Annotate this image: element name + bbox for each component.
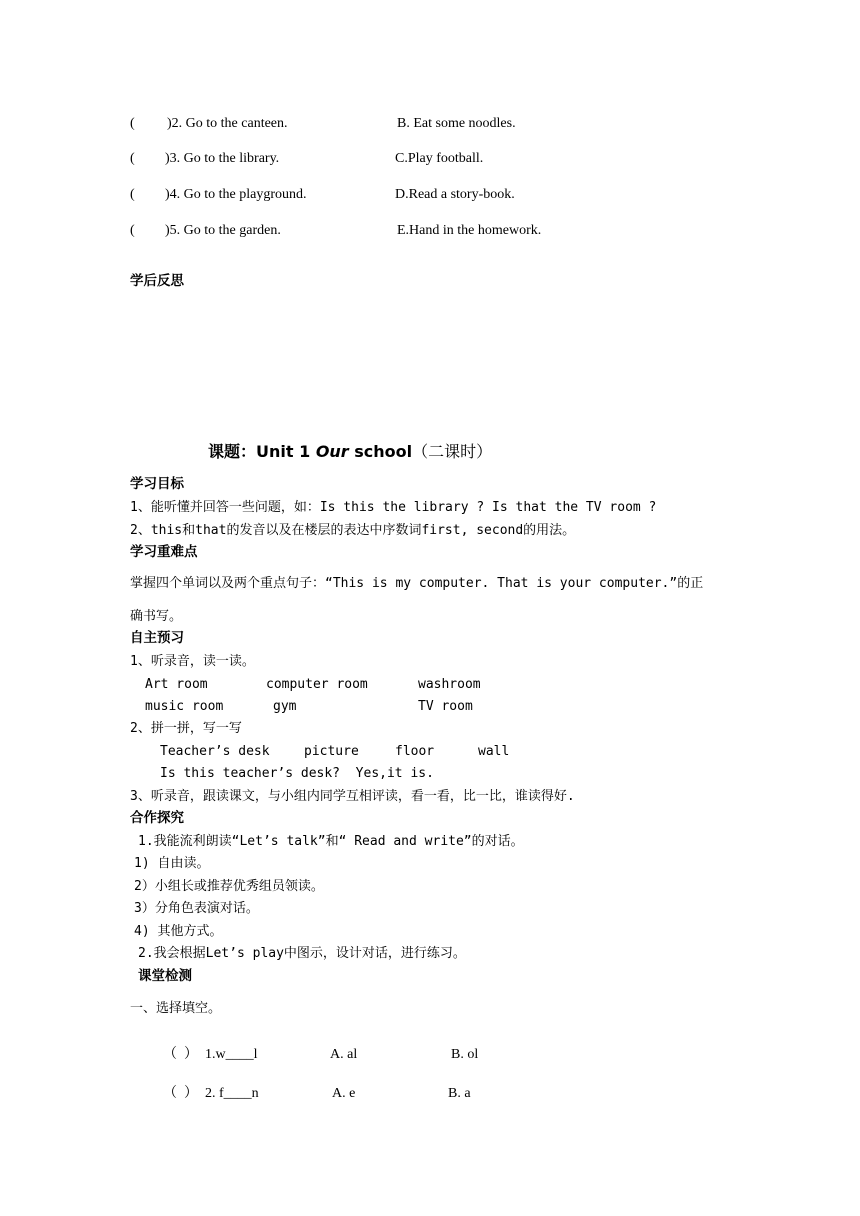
word-teachers-desk: Teacher’s desk (160, 744, 270, 759)
question-2-paren: （ ） (163, 1086, 198, 1101)
match-left-5: )5. Go to the garden. (165, 223, 281, 238)
word-wall: wall (478, 744, 510, 759)
goals-line-2: 2、this和that的发音以及在楼层的表达中序数词first, second的用法。 (130, 523, 576, 538)
word-gym: gym (273, 699, 297, 714)
question-1-paren: （ ） (163, 1047, 198, 1062)
key-points-line-2: 确书写。 (130, 609, 183, 624)
word-art-room: Art room (145, 677, 208, 692)
check-section: 一、选择填空。 (130, 1001, 222, 1016)
match-left-2: )2. Go to the canteen. (167, 116, 288, 131)
match-left-3: )3. Go to the library. (165, 151, 280, 166)
question-1-option-a: A. al (330, 1047, 358, 1062)
lesson-title-rest: school (348, 442, 413, 461)
reflection-heading: 学后反思 (130, 273, 184, 289)
match-paren-2: ( (130, 116, 135, 131)
explore-line-3: 2）小组长或推荐优秀组员领读。 (134, 879, 324, 894)
explore-line-1: 1.我能流利朗读“Let’s talk”和“ Read and write”的对话。 (138, 834, 524, 849)
preview-item-3: 3、听录音，跟读课文，与小组内同学互相评读，看一看，比一比，谁读得好. (130, 789, 575, 804)
explore-line-6: 2.我会根据Let’s play中图示，设计对话，进行练习。 (138, 946, 466, 961)
question-1-stem: 1.w____l (205, 1047, 258, 1062)
word-floor: floor (395, 744, 435, 759)
goals-heading: 学习目标 (130, 476, 184, 492)
word-music-room: music room (145, 699, 224, 714)
word-picture: picture (304, 744, 359, 759)
lesson-title-unit: Unit 1 (256, 442, 316, 461)
word-tv-room: TV room (418, 699, 473, 714)
match-paren-5: ( (130, 223, 135, 238)
lesson-title-prefix: 课题： (208, 442, 257, 461)
preview-heading: 自主预习 (130, 630, 184, 646)
explore-line-2: 1) 自由读。 (134, 856, 210, 871)
question-2-stem: 2. f____n (205, 1086, 259, 1101)
explore-heading: 合作探究 (130, 810, 184, 826)
spell-sentence: Is this teacher’s desk? Yes,it is. (160, 766, 434, 781)
word-computer-room: computer room (266, 677, 368, 692)
word-washroom: washroom (418, 677, 481, 692)
preview-item-1: 1、听录音，读一读。 (130, 654, 255, 669)
match-left-4: )4. Go to the playground. (165, 187, 307, 202)
match-right-d: D.Read a story-book. (395, 187, 515, 202)
match-right-e: E.Hand in the homework. (397, 223, 542, 238)
check-heading: 课堂检测 (138, 968, 192, 984)
key-points-heading: 学习重难点 (130, 544, 198, 560)
question-2-option-b: B. a (448, 1086, 471, 1101)
question-1-option-b: B. ol (451, 1047, 479, 1062)
question-2-option-a: A. e (332, 1086, 356, 1101)
match-right-b: B. Eat some noodles. (397, 116, 516, 131)
lesson-title-italic: Our (315, 442, 349, 461)
preview-item-2: 2、拼一拼，写一写 (130, 721, 242, 736)
match-paren-4: ( (130, 187, 135, 202)
lesson-title (208, 444, 492, 460)
match-right-c: C.Play football. (395, 151, 484, 166)
key-points-line-1: 掌握四个单词以及两个重点句子：“This is my computer. That is your computer.”的正 (130, 576, 704, 591)
goals-line-1: 1、能听懂并回答一些问题，如：Is this the library ? Is that the TV room ? (130, 500, 657, 515)
explore-line-5: 4) 其他方式。 (134, 924, 223, 939)
explore-line-4: 3）分角色表演对话。 (134, 901, 259, 916)
match-paren-3: ( (130, 151, 135, 166)
lesson-title-suffix: （二课时） (412, 442, 493, 461)
